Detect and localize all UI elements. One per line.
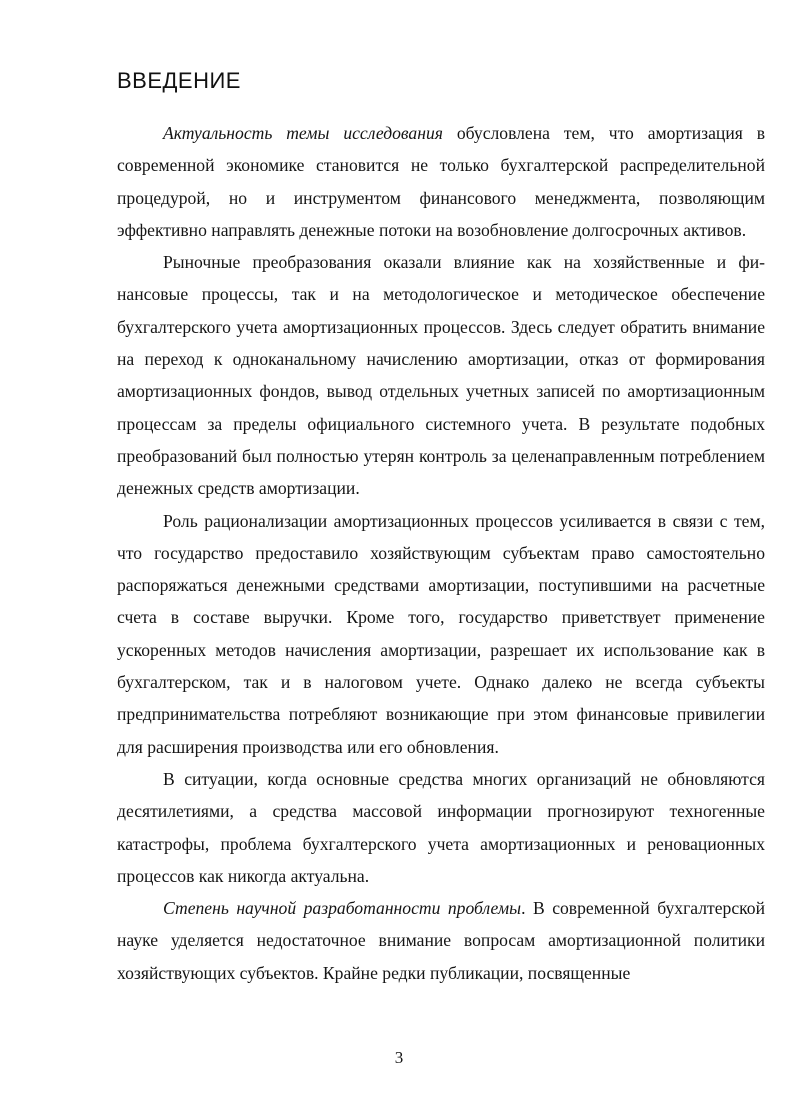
paragraph-text: Рыночные преобразования оказали влияние как на хозяйственные и финансовые процессы, так и на методологическое и методическое обеспечение бухгалтерского учета амортизационных процессов. Здесь следует обратить внимание на переход к одноканальному начислению амортизации, отказ от формирования амортизационных фондов, вывод отдельных учетных записей по амортизационным процессам за пределы официального системного учета. В результате подобных преобразований был полностью утерян контроль за целенаправленным потреблением денежных средств амортизации. [117, 252, 765, 499]
paragraph-lead-term: Актуальность темы исследования [163, 123, 443, 143]
paragraph-text: обусловлена тем, что амортизация в современной экономике становится не только бухгалтерской распределительной процедурой, но и инструментом финансового менеджмента, позволяющим эффективно направлять денежные потоки на возобновление долгосрочных активов. [117, 123, 766, 240]
paragraph-rationalization-role [117, 505, 765, 763]
section-heading: ВВЕДЕНИЕ [117, 68, 241, 93]
paragraph-text: Роль рационализации амортизационных процессов усиливается в связи с тем, что государство предоставило хозяйствующим субъектам право самостоятельно распоряжаться денежными средствами амортизации, поступившими на расчетные счета в составе выручки. Кроме того, государство приветствует применение ускоренных методов начисления амортизации, разрешает их использование как в бухгалтерском, так и в налоговом учете. Однако далеко не всегда субъекты предпринимательства потребляют возникающие при этом финансовые привилегии для расширения производства или его обновления. [117, 510, 765, 757]
paragraph-text: . В современной бухгалтерской науке уделяется недостаточное внимание вопросам амортизационной политики хозяйствующих субъектов. Крайне редки публикации, посвященные [117, 898, 765, 983]
paragraph-market-transformations [117, 246, 765, 504]
page-number: 3 [394, 1048, 404, 1067]
paragraph-current-situation [117, 763, 765, 892]
body-text [117, 117, 765, 989]
paragraph-lead-term: Степень научной разработанности проблемы [163, 898, 522, 919]
paragraph-research-degree [117, 892, 765, 989]
paragraph-text: В ситуации, когда основные средства многих организаций не обновляются десятилетиями, а средства массовой информации прогнозируют техногенные катастрофы, проблема бухгалтерского учета амортизационных и реновационных процессов как никогда актуальна. [117, 768, 765, 886]
paragraph-relevance [117, 117, 765, 246]
